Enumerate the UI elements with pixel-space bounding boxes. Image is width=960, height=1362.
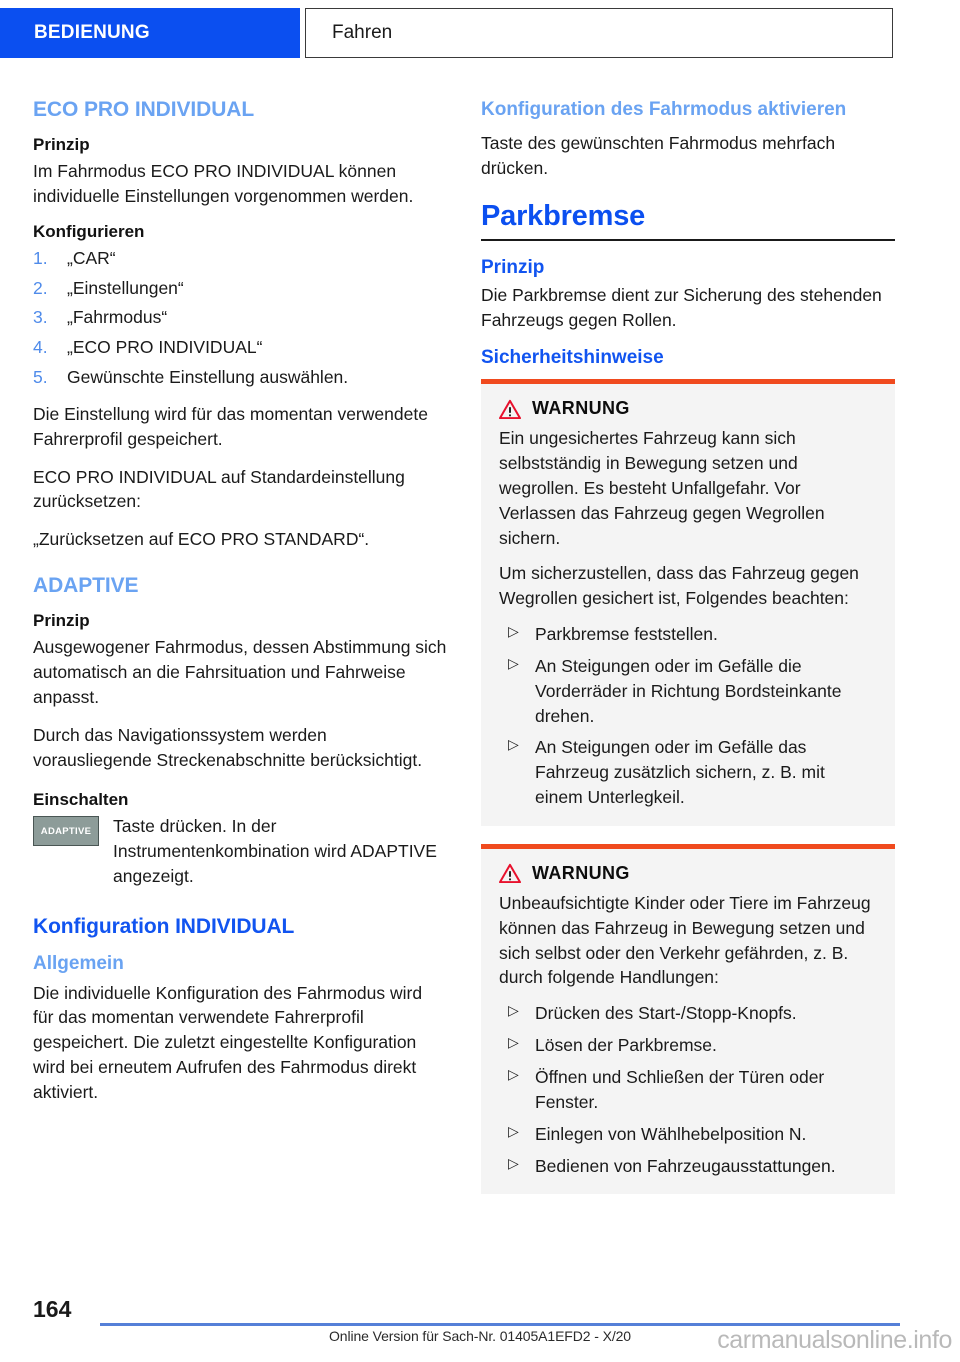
text-allgemein: Die individuelle Konfiguration des Fahrmodus wird für das momentan verwendete Fahrerprofil gespeichert. Die zuletzt eingestellte Konfiguration wird bei erneutem Aufrufen des Fahrmodus direkt aktiviert.: [33, 982, 423, 1102]
text-adaptive-navigation: Durch das Navigationssystem werden vorausliegende Streckenabschnitte berücksichtigt.: [33, 724, 423, 770]
page-footer: [0, 1280, 960, 1362]
list-item: [499, 1033, 877, 1058]
bullet-triangle-icon: ▷: [508, 1002, 519, 1019]
warning-header: [499, 398, 877, 419]
list-item-label: Drücken des Start-/Stopp-Knopfs.: [535, 1003, 797, 1024]
heading-adaptive-einschalten: Einschalten: [33, 790, 129, 810]
list-item: [499, 1001, 877, 1026]
list-eco-steps: [33, 246, 447, 390]
chapter-divider: [481, 239, 895, 241]
header-section-tab[interactable]: Fahren: [305, 8, 893, 58]
list-item-label: „Einstellungen“: [67, 277, 184, 298]
list-item-label: An Steigungen oder im Gefälle die Vorderräder in Richtung Bordsteinkante drehen.: [535, 655, 842, 726]
adaptive-button-label: ADAPTIVE: [40, 825, 92, 837]
bullet-triangle-icon: ▷: [508, 1154, 519, 1171]
list-item: [33, 276, 447, 301]
text-adaptive-einschalten: Taste drücken. In der Instrumentenkombination wird ADAPTIVE angezeigt.: [113, 816, 437, 887]
page-header: [0, 8, 960, 58]
list-item: [499, 1122, 877, 1147]
adaptive-button-row: [33, 814, 447, 889]
heading-konfiguration-individual: Konfiguration INDIVIDUAL: [33, 914, 295, 938]
right-column: [481, 98, 895, 1212]
text-adaptive-prinzip: Ausgewogener Fahrmodus, dessen Abstimmung sich automatisch an die Fahrsituation und Fahrweise anpasst.: [33, 637, 447, 707]
watermark-text: carmanualsonline.info: [717, 1326, 952, 1354]
list-item: [499, 622, 877, 647]
list-item-label: Gewünschte Einstellung auswählen.: [67, 367, 349, 388]
bullet-triangle-icon: ▷: [508, 736, 519, 753]
list-item-label: Parkbremse feststellen.: [535, 624, 718, 645]
warning-box: [481, 379, 895, 826]
list-item-label: Öffnen und Schließen der Türen oder Fenster.: [535, 1067, 825, 1112]
list-number: 5.: [33, 367, 48, 388]
heading-sicherheitshinweise: Sicherheitshinweise: [481, 347, 664, 369]
list-item: [33, 335, 447, 360]
text-parkbremse-prinzip: Die Parkbremse dient zur Sicherung des stehenden Fahrzeugs gegen Rollen.: [481, 285, 882, 331]
bullet-triangle-icon: ▷: [508, 1066, 519, 1082]
warning-triangle-icon: [499, 863, 521, 883]
text-eco-reset-value: „Zurücksetzen auf ECO PRO STANDARD“.: [33, 529, 370, 550]
chapter-title-parkbremse: Parkbremse: [481, 200, 646, 233]
header-chapter-tab[interactable]: BEDIENUNG: [0, 8, 300, 58]
footer-online-note: Online Version für Sach-Nr. 01405A1EFD2 - X/20: [328, 1328, 631, 1344]
list-item-label: „ECO PRO INDIVIDUAL“: [67, 337, 263, 358]
list-item: [499, 735, 877, 810]
warning-paragraph: Ein ungesichertes Fahrzeug kann sich selbstständig in Bewegung setzen und wegrollen. Es besteht Unfallgefahr. Vor Verlassen das Fahrzeug gegen Wegrollen sichern.: [499, 428, 825, 548]
heading-eco-prinzip: Prinzip: [33, 135, 90, 154]
list-item-label: Lösen der Parkbremse.: [535, 1035, 717, 1056]
list-item: [33, 305, 447, 330]
heading-parkbremse-prinzip: Prinzip: [481, 257, 545, 279]
list-item-label: „Fahrmodus“: [67, 307, 168, 328]
heading-adaptive: ADAPTIVE: [33, 574, 139, 598]
list-item-label: An Steigungen oder im Gefälle das Fahrzeug zusätzlich sichern, z. B. mit einem Unterlegkeil.: [535, 737, 825, 808]
list-item-label: „CAR“: [67, 247, 116, 268]
warning-box: [481, 844, 895, 1194]
warning-header: [499, 863, 877, 884]
list-number: 4.: [33, 337, 48, 358]
heading-allgemein: Allgemein: [33, 952, 124, 974]
text-konfiguration-aktivieren: Taste des gewünschten Fahrmodus mehrfach drücken.: [481, 132, 836, 178]
warning-bullet-list: [499, 1001, 877, 1178]
heading-eco-pro-individual: ECO PRO INDIVIDUAL: [33, 98, 255, 121]
list-item: [499, 1154, 877, 1179]
bullet-triangle-icon: ▷: [508, 1122, 519, 1139]
list-item: [33, 246, 447, 271]
list-number: 1.: [33, 247, 48, 268]
warning-title: WARNUNG: [532, 862, 630, 883]
list-item-label: Bedienen von Fahrzeugausstattungen.: [535, 1155, 836, 1176]
list-item-label: Einlegen von Wählhebelposition N.: [535, 1123, 807, 1144]
adaptive-button-icon[interactable]: [33, 816, 99, 846]
bullet-triangle-icon: ▷: [508, 623, 519, 640]
heading-konfiguration-aktivieren: Konfiguration des Fahrmodus aktivieren: [481, 99, 847, 120]
text-eco-prinzip: Im Fahrmodus ECO PRO INDIVIDUAL können individuelle Einstellungen vorgenommen werden.: [33, 161, 414, 206]
left-column: [33, 98, 447, 1105]
list-item: [499, 654, 877, 729]
heading-adaptive-prinzip: Prinzip: [33, 611, 90, 631]
warning-bullet-list: [499, 622, 877, 810]
warning-paragraph: Um sicherzustellen, dass das Fahrzeug gegen Wegrollen gesichert ist, Folgendes beachten:: [499, 563, 859, 609]
list-number: 2.: [33, 277, 48, 298]
warning-triangle-icon: [499, 399, 521, 419]
list-item: [33, 365, 447, 390]
heading-eco-konfigurieren: Konfigurieren: [33, 221, 145, 241]
warning-title: WARNUNG: [532, 398, 630, 419]
page-number: 164: [33, 1296, 72, 1322]
text-eco-after-steps: Die Einstellung wird für das momentan verwendete Fahrerprofil gespeichert.: [33, 403, 428, 449]
warning-paragraph: Unbeaufsichtigte Kinder oder Tiere im Fahrzeug können das Fahrzeug in Bewegung setzen und sich selbst oder den Verkehr gefährden, z. B. durch folgende Handlungen:: [499, 892, 871, 988]
bullet-triangle-icon: ▷: [508, 1034, 519, 1051]
list-item: [499, 1065, 877, 1115]
bullet-triangle-icon: ▷: [508, 654, 519, 671]
list-number: 3.: [33, 307, 48, 328]
text-eco-reset: ECO PRO INDIVIDUAL auf Standardeinstellung zurücksetzen:: [33, 466, 405, 512]
